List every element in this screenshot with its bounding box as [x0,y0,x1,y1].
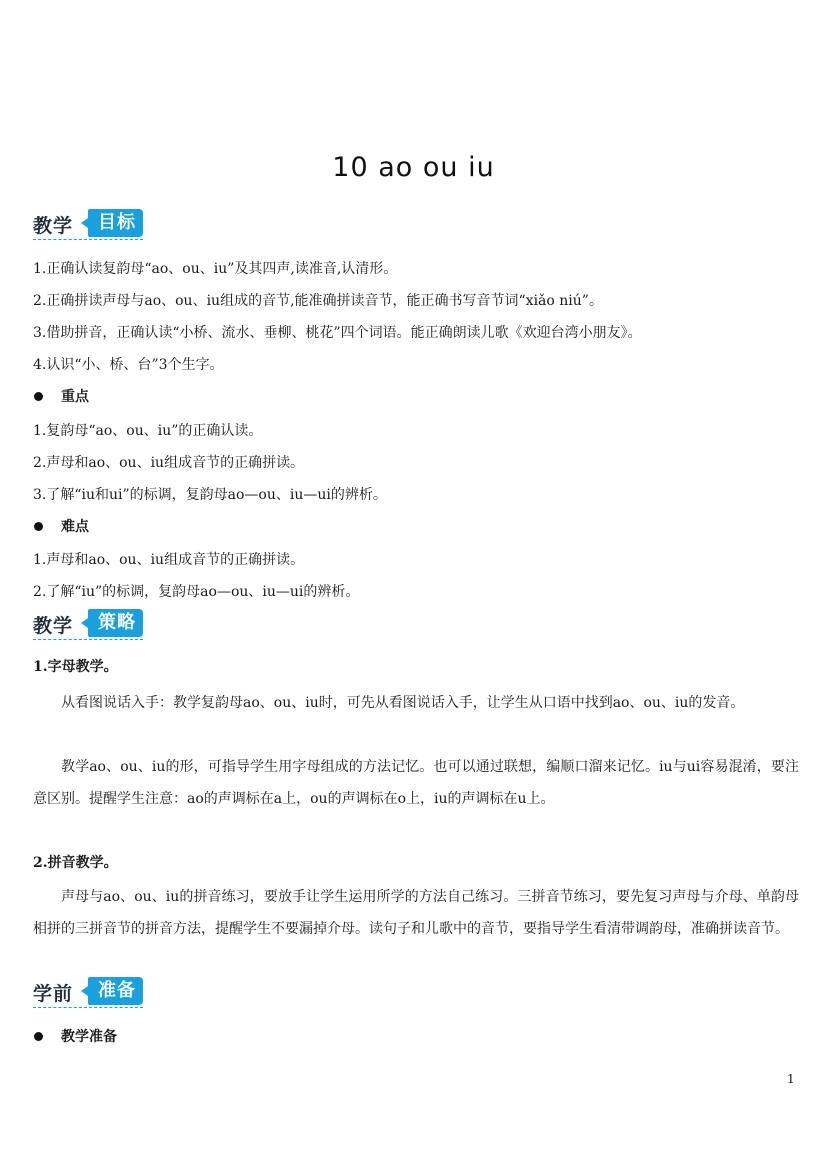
bullet-icon [34,1032,43,1041]
difficult-points-label: 难点 [61,519,89,535]
section-header-plain: 教学 [33,615,74,637]
strategy-paragraph: 声母与ao、ou、iu的拼音练习，要放手让学生运用所学的方法自己练习。三拼音节练习，要先复习声母与介母、单韵母相拼的三拼音节的拼音方法，提醒学生不要漏掉介母。读句子和儿歌中的音节，要指导学生看清带调韵母，准确拼读音节。 [33,889,799,937]
strategy-paragraph: 从看图说话入手：教学复韵母ao、ou、iu时，可先从看图说话入手，让学生从口语中找到ao、ou、iu的发音。 [61,695,745,711]
section-header-underline [33,239,143,240]
goal-item: 3.借助拼音，正确认读“小桥、流水、垂柳、桃花”四个词语。能正确朗读儿歌《欢迎台湾小朋友》。 [33,325,642,341]
goal-item: 4.认识“小、桥、台”3个生字。 [33,357,224,373]
key-point-item: 2.声母和ao、ou、iu组成音节的正确拼读。 [33,455,305,471]
section-header-plain: 教学 [33,215,74,237]
difficult-point-item: 1.声母和ao、ou、iu组成音节的正确拼读。 [33,552,305,568]
strategy-subtitle: 1.字母教学。 [33,659,118,675]
strategy-subtitle: 2.拼音教学。 [33,855,118,871]
difficult-point-item: 2.了解“iu”的标调，复韵母ao—ou、iu—ui的辨析。 [33,584,360,600]
page-title: 10 ao ou iu [332,152,495,183]
key-points-label: 重点 [61,389,89,405]
section-header-tag: 准备 [88,977,143,1005]
section-header-underline [33,639,143,640]
bullet-icon [34,392,43,401]
strategy-paragraph: 教学ao、ou、iu的形，可指导学生用字母组成的方法记忆。也可以通过联想，编顺口溜来记忆。iu与ui容易混淆，要注意区别。提醒学生注意：ao的声调标在a上，ou的声调标在o上，iu的声调标在u上。 [33,759,799,807]
section-header-underline [33,1007,143,1008]
goal-item: 2.正确拼读声母与ao、ou、iu组成的音节,能准确拼读音节，能正确书写音节词“xiǎo niú”。 [33,293,603,309]
prep-label: 教学准备 [61,1029,117,1045]
goal-item: 1.正确认读复韵母“ao、ou、iu”及其四声,读准音,认清形。 [33,261,398,277]
section-header-plain: 学前 [33,983,74,1005]
page-number: 1 [787,1072,795,1086]
bullet-icon [34,522,43,531]
key-point-item: 1.复韵母“ao、ou、iu”的正确认读。 [33,423,263,439]
key-point-item: 3.了解“iu和ui”的标调，复韵母ao—ou、iu—ui的辨析。 [33,487,387,503]
section-header-tag: 策略 [88,609,143,637]
section-header-tag: 目标 [88,209,143,237]
